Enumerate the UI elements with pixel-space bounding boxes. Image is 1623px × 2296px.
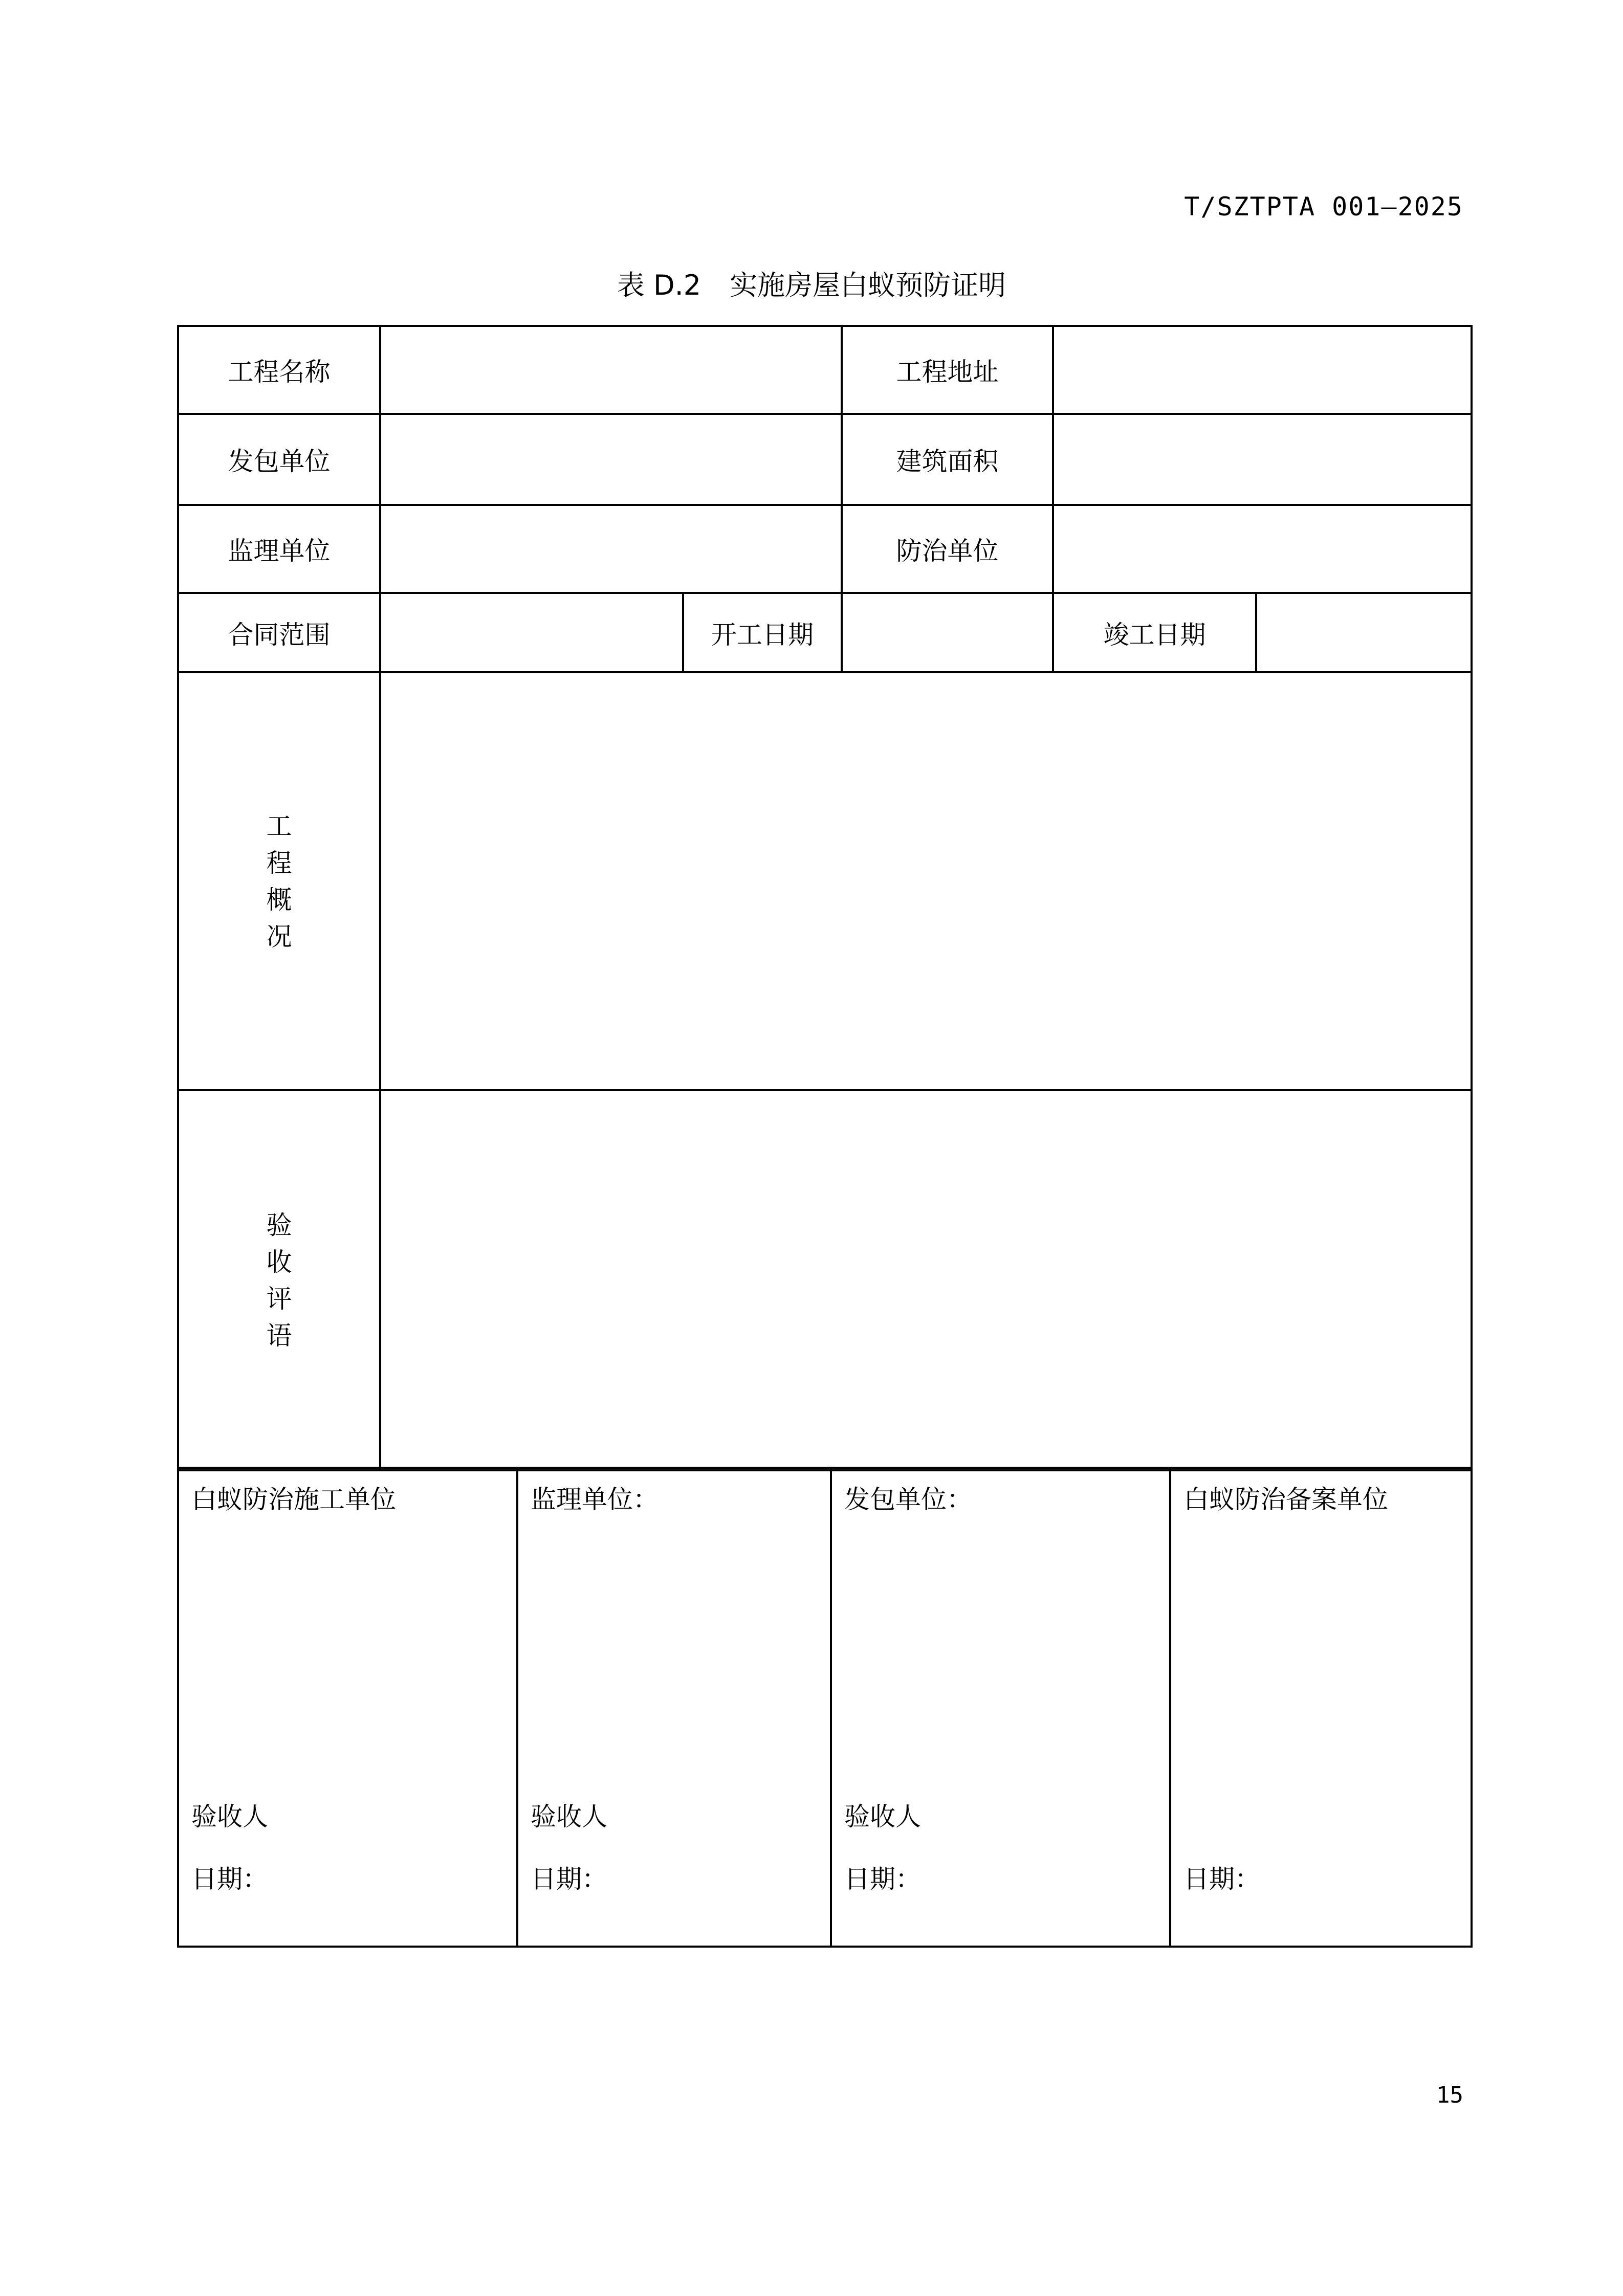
project-name-label: 工程名称 <box>178 326 380 414</box>
completion-date-field[interactable] <box>1256 593 1472 672</box>
signature-cell-construction-unit[interactable] <box>178 1468 517 1947</box>
project-address-field[interactable] <box>1053 326 1472 414</box>
document-code: T/SZTPTA 001—2025 <box>1184 192 1463 222</box>
supervision-unit-label: 监理单位 <box>178 505 380 593</box>
acceptance-comments-field[interactable] <box>380 1090 1472 1470</box>
contract-scope-field[interactable] <box>380 593 683 672</box>
table-row <box>178 593 1472 672</box>
project-name-field[interactable] <box>380 326 842 414</box>
acceptance-comments-char: 验 <box>266 1210 292 1240</box>
project-overview-char: 概 <box>266 885 292 915</box>
signature-title: 白蚁防治备案单位 <box>1183 1485 1388 1514</box>
table-row <box>178 414 1472 505</box>
completion-date-label: 竣工日期 <box>1053 593 1256 672</box>
signature-date: 日期： <box>531 1864 607 1894</box>
signature-inspector: 验收人 <box>191 1802 268 1831</box>
signature-title: 监理单位： <box>531 1485 659 1514</box>
acceptance-comments-label <box>178 1090 380 1470</box>
start-date-label: 开工日期 <box>683 593 842 672</box>
contract-scope-label: 合同范围 <box>178 593 380 672</box>
signature-title: 发包单位： <box>844 1485 972 1514</box>
project-overview-label <box>178 672 380 1090</box>
control-unit-label: 防治单位 <box>842 505 1053 593</box>
project-overview-char: 况 <box>266 921 292 952</box>
signature-date: 日期： <box>1183 1864 1260 1894</box>
building-area-field[interactable] <box>1053 414 1472 505</box>
start-date-field[interactable] <box>842 593 1053 672</box>
acceptance-comments-char: 语 <box>266 1320 292 1351</box>
acceptance-comments-char: 收 <box>266 1247 292 1277</box>
project-overview-field[interactable] <box>380 672 1472 1090</box>
table-title-text: 实施房屋白蚁预防证明 <box>730 269 1006 301</box>
certificate-table <box>177 325 1473 1471</box>
client-unit-label: 发包单位 <box>178 414 380 505</box>
page-number: 15 <box>1436 2082 1463 2108</box>
table-row <box>178 672 1472 1090</box>
project-overview-char: 程 <box>266 848 292 878</box>
signature-date: 日期： <box>191 1864 268 1894</box>
signature-date: 日期： <box>844 1864 921 1894</box>
table-number: 表 D.2 <box>617 269 701 301</box>
table-row <box>178 326 1472 414</box>
table-title <box>0 263 1623 303</box>
signature-cell-client-unit[interactable] <box>831 1468 1170 1947</box>
project-overview-char: 工 <box>266 811 292 841</box>
signature-inspector: 验收人 <box>531 1802 607 1831</box>
table-row <box>178 1090 1472 1470</box>
client-unit-field[interactable] <box>380 414 842 505</box>
control-unit-field[interactable] <box>1053 505 1472 593</box>
signature-inspector: 验收人 <box>844 1802 921 1831</box>
table-row <box>178 505 1472 593</box>
building-area-label: 建筑面积 <box>842 414 1053 505</box>
signature-cell-filing-unit[interactable] <box>1170 1468 1472 1947</box>
acceptance-comments-char: 评 <box>266 1284 292 1314</box>
signature-cell-supervision-unit[interactable] <box>517 1468 831 1947</box>
signature-title: 白蚁防治施工单位 <box>191 1485 396 1514</box>
project-address-label: 工程地址 <box>842 326 1053 414</box>
supervision-unit-field[interactable] <box>380 505 842 593</box>
signature-table <box>177 1467 1473 1948</box>
